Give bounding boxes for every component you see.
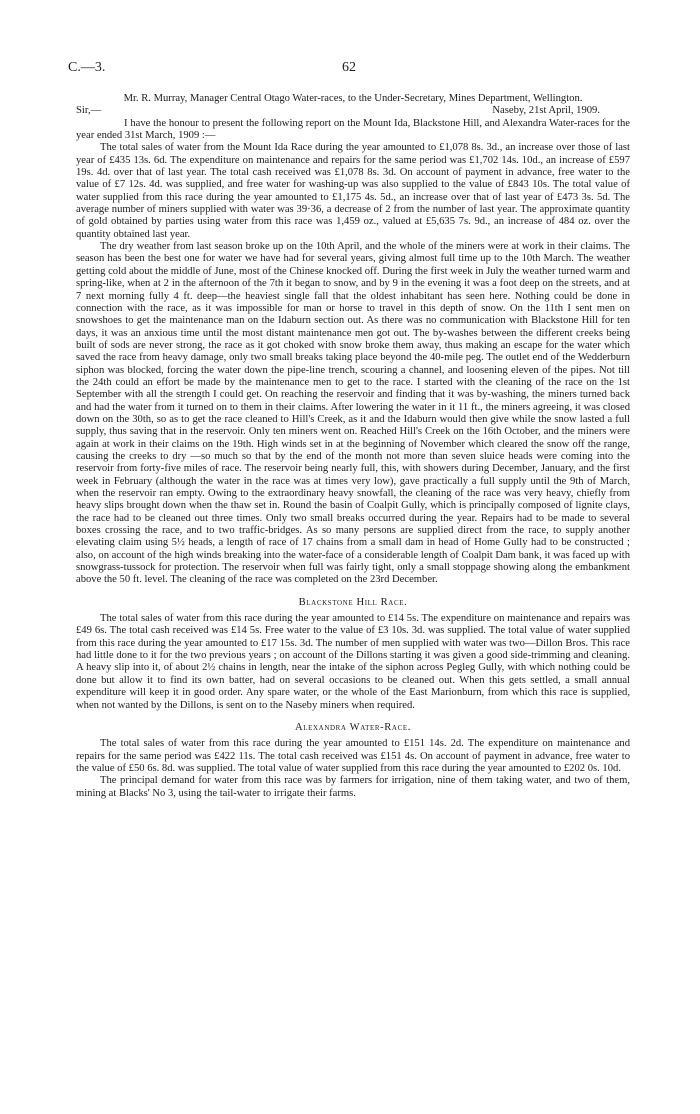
place-date: Naseby, 21st April, 1909.	[492, 105, 600, 117]
mount-ida-sales-paragraph: The total sales of water from the Mount Ida Race during the year amounted to £1,078 8s. 3d., an increase over those of last year of £435 13s. 6d. The expenditure on maintenance and repairs for the same period was £1,702 14s. 10d., an increase of £597 19s. 4d. over that of last year. The total cash received was £1,078 8s. 3d. On account of payment in advance, free water to the value of £7 12s. 4d. was supplied, and free water for washing-up was also supplied to the value of £843 10s. The total value of water supplied from this race during the year amounted to £1,175 4s. 5d., an increase over that of last year of £473 3s. 5d. The average number of miners supplied with water was 39·36, a decrease of 2 from the number of last year. The approximate quantity of gold obtained by parties using water from this race was 1,459 oz., valued at £5,635 7s. 9d., an increase of 484 oz. over the quantity obtained last year.	[76, 142, 630, 240]
alexandra-sales-paragraph: The total sales of water from this race during the year amounted to £151 14s. 2d. The expenditure on maintenance and repairs for the same period was £422 11s. The total cash received was £151 4s. On account of payment in advance, free water to the value of £50 6s. 8d. was supplied. The total value of water supplied from this race during the year amounted to £202 0s. 10d.	[76, 738, 630, 774]
document-body	[76, 93, 630, 800]
page-number: 62	[342, 60, 356, 75]
running-head	[68, 60, 630, 76]
salutation: Sir,—	[76, 105, 102, 117]
letter-address: Mr. R. Murray, Manager Central Otago Water-races, to the Under-Secretary, Mines Department, Wellington.	[123, 93, 583, 104]
document-reference: C.—3.	[68, 60, 106, 75]
mount-ida-season-paragraph: The dry weather from last season broke up on the 10th April, and the whole of the miners were at work in their claims. The season has been the best one for water we have had for several years, giving almost full time up to the 10th March. The weather getting cold about the middle of June, most of the Chinese knocked off. During the first week in July the weather turned warm and spring-like, when at 2 in the afternoon of the 7th it began to snow, and by 9 in the evening it was a foot deep on the streets, and at 7 next morning fully 4 ft. deep—the heaviest single fall that the oldest inhabitant has seen here. Nothing could be done in connection with the race, as it was impossible for man or horse to travel in this depth of snow. On the 11th I sent men on snowshoes to get the maintenance man on the Idaburn section out. As there was no communication with Blackstone Hill for ten days, it was an anxious time until the most distant maintenance men got out. The by-washes between the different creeks being built of sods are never strong, the race as it got choked with snow broke them away, thus making an escape for the water which saved the race from heavy damage, only two small breaks taking place beyond the 40-mile peg. The outlet end of the Wedderburn siphon was blocked, forcing the water down the pipe-line trench, scouring a channel, and loosening eleven of the pipes. Not till the 24th could an effort be made by the maintenance men to get to the race. I started with the cleaning of the race on the 1st September with all the strength I could get. On reaching the reservoir and finding that it was by-washing, the miners turned back and had the water from it turned on to them in their claims. After lowering the water in it 11 ft., the miners agreeing, it was closed down on the 30th, so as to get the race cleaned to Hill's Creek, as it and the Idaburn would then give while the snow lasted a full supply, thus saving that in the reservoir. Only ten miners went on. Reached Hill's Creek on the 16th October, and the miners were again at work in their claims on the 19th. High winds set in at the beginning of November which cleared the snow off the range, causing the creeks to dry —so much so that by the end of the month not more than seven sluice heads were coming into the reservoir from forty-five miles of race. The reservoir being nearly full, this, with showers during December, January, and the first week in February (although the water in the race was at times very low), gave practically a full supply until the 9th of March, when the reservoir ran empty. Owing to the extraordinary heavy snowfall, the cleaning of the race was very heavy, chiefly from heavy slips brought down when the thaw set in. Round the basin of Coalpit Gully, which is principally composed of lignite clays, the race had to be cleaned out three times. Only two small breaks occurred during the year. Repairs had to be made to several boxes crossing the race, and to two traffic-bridges. As so many persons are supplied direct from the race, to supply another elevating claim using 5½ heads, a length of race of 17 chains from a small dam in head of Home Gully had to be constructed ; also, on account of the high winds breaking into the water-face of a considerable length of Coalpit Dam bank, it was faced up with snowgrass-tussock for protection. The reservoir when full was fairly tight, only a small stoppage showing along the embankment above the 50 ft. level. The cleaning of the race was completed on the 23rd December.	[76, 241, 630, 586]
alexandra-demand-paragraph: The principal demand for water from this race was by farmers for irrigation, nine of them taking water, and two of them, mining at Blacks' No 3, using the tail-water to irrigate their farms.	[76, 775, 630, 799]
blackstone-paragraph: The total sales of water from this race during the year amounted to £14 5s. The expenditure on maintenance and repairs was £49 6s. The total cash received was £14 5s. Free water to the value of £3 10s. 3d. was supplied. The total value of water supplied from this race during the year amounted to £17 15s. 3d. The number of men supplied with water was two—Dillon Bros. This race had little done to it for the two previous years ; on account of the Dillons starting it was given a good side-trimming and cleaning. A heavy slip into it, of about 2½ chains in length, near the intake of the siphon across Pegleg Gully, with which nothing could be done but allow it to find its own batter, had on several occasions to be cleaned out. When this gets settled, a small annual expenditure will keep it in good order. Any spare water, or the whole of the East Marionburn, from which this race is supplied, when not wanted by the Dillons, is sent on to the Naseby miners when required.	[76, 613, 630, 711]
alexandra-heading: Alexandra Water-Race.	[295, 721, 411, 733]
blackstone-heading: Blackstone Hill Race.	[298, 596, 408, 608]
intro-paragraph: I have the honour to present the following report on the Mount Ida, Blackstone Hill, and Alexandra Water-races for the year ended 31st March, 1909 :—	[76, 117, 630, 142]
salutation-line	[76, 105, 630, 117]
